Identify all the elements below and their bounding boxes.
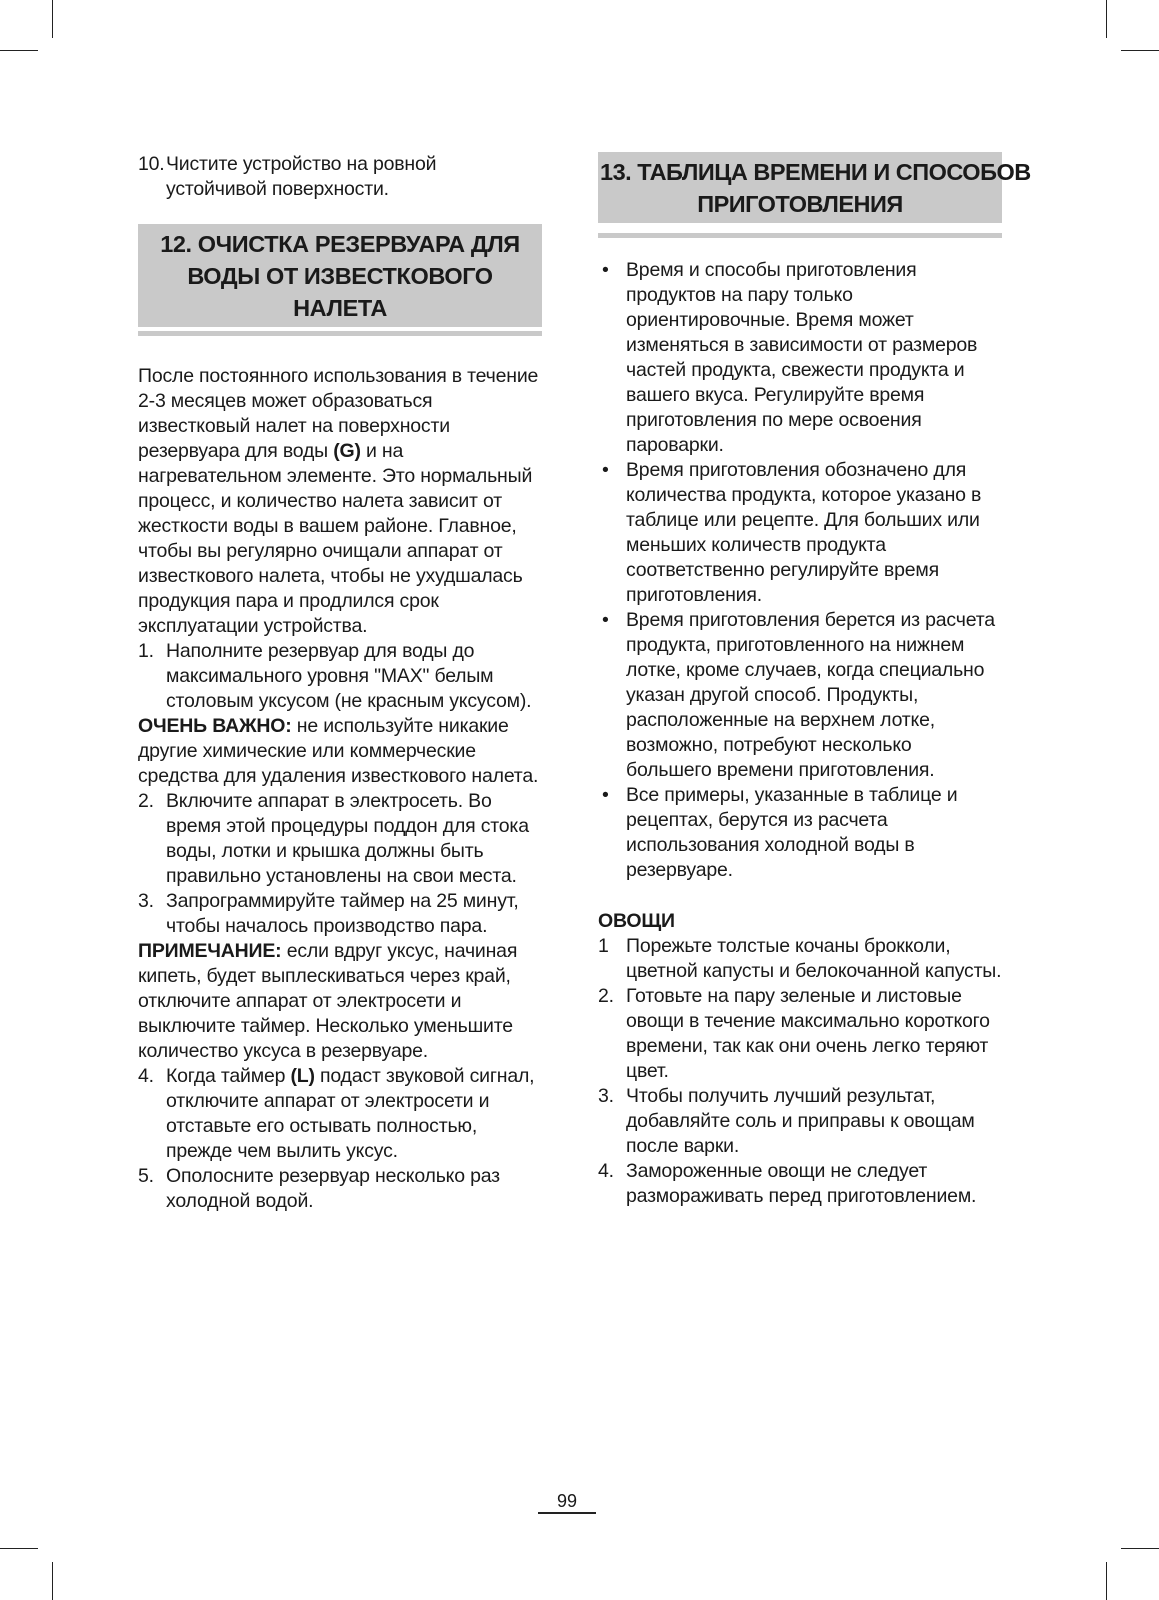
bullet-list — [598, 258, 1002, 883]
item-text: Готовьте на пару зеленые и листовые овощи в течение максимально короткого времени, так как они очень легко теряют цвет. — [626, 985, 990, 1082]
crop-mark — [52, 0, 53, 38]
important-note — [138, 714, 542, 789]
item-text: Запрограммируйте таймер на 25 минут, чтобы началось производство пара. — [166, 890, 519, 937]
item-number: 4. — [138, 1065, 154, 1087]
item-text: Время приготовления берется из расчета продукта, приготовленного на нижнем лотке, кроме случаев, когда специально указан другой способ. Продукты, расположенные на верхнем лотке, возможно, потребуют несколько большего времени приготовления. — [626, 609, 995, 781]
left-column — [138, 152, 542, 1214]
bullet-icon: • — [602, 609, 609, 631]
item-number: 2. — [138, 790, 154, 812]
item-text: Наполните резервуар для воды до максимального уровня "MAX" белым столовым уксусом (не красным уксусом). — [166, 640, 532, 712]
heading-line: ВОДЫ ОТ ИЗВЕСТКОВОГО НАЛЕТА — [187, 263, 493, 321]
item-text: подаст звуковой сигнал, отключите аппарат от электросети и отставьте его остывать полностью, прежде чем вылить уксус. — [166, 1065, 535, 1162]
item-text: Включите аппарат в электросеть. Во время этой процедуры поддон для стока воды, лотки и крышка должны быть правильно установлены на свои места. — [166, 790, 529, 887]
page-number: 99 — [538, 1490, 596, 1514]
list-item — [598, 984, 1002, 1084]
subsection-title: ОВОЩИ — [598, 910, 675, 932]
item-text: Чтобы получить лучший результат, добавляйте соль и приправы к овощам после варки. — [626, 1085, 975, 1157]
list-item — [598, 458, 1002, 608]
crop-mark — [1106, 1562, 1107, 1600]
list-item — [138, 889, 542, 939]
important-label: ОЧЕНЬ ВАЖНО: — [138, 715, 292, 737]
crop-mark — [1121, 1548, 1159, 1549]
list-item — [138, 1064, 542, 1164]
crop-mark — [0, 1548, 38, 1549]
part-label: (L) — [290, 1065, 315, 1087]
list-item — [598, 258, 1002, 458]
list-item — [138, 789, 542, 889]
item-text: Время приготовления обозначено для количества продукта, которое указано в таблице или рецепте. Для больших или меньших количеств продукта соответственно регулируйте время приготовления. — [626, 459, 982, 606]
item-text: Порежьте толстые кочаны брокколи, цветной капусты и белокочанной капусты. — [626, 935, 1002, 982]
note-label: ПРИМЕЧАНИЕ: — [138, 940, 282, 962]
list-item — [598, 783, 1002, 883]
crop-mark — [0, 50, 38, 51]
heading-line: 12. ОЧИСТКА РЕЗЕРВУАРА ДЛЯ — [160, 231, 520, 257]
item-text: Все примеры, указанные в таблице и рецептах, берутся из расчета использования холодной воды в резервуаре. — [626, 784, 958, 881]
intro-paragraph — [138, 364, 542, 639]
item-number: 2. — [598, 985, 614, 1007]
list-item — [138, 1164, 542, 1214]
intro-text: После постоянного использования в течение 2-3 месяцев может образоваться известковый налет на поверхности резервуара для воды — [138, 365, 539, 462]
item-text: Когда таймер — [166, 1065, 291, 1087]
crop-mark — [1106, 0, 1107, 38]
item-text: Замороженные овощи не следует размораживать перед приготовлением. — [626, 1160, 977, 1207]
important-text: не используйте никакие другие химические или коммерческие средства для удаления известкового налета. — [138, 715, 539, 787]
item-number: 10. — [138, 153, 165, 175]
item-number: 4. — [598, 1160, 614, 1182]
part-label: (G) — [333, 440, 361, 462]
crop-mark — [52, 1562, 53, 1600]
note-paragraph — [138, 939, 542, 1064]
heading-underline — [138, 331, 542, 336]
note-text: если вдруг уксус, начиная кипеть, будет выплескиваться через край, отключите аппарат от электросети и выключите таймер. Несколько уменьшите количество уксуса в резервуаре. — [138, 940, 518, 1062]
item-number: 1. — [138, 640, 154, 662]
list-item — [598, 1159, 1002, 1209]
section-heading-12 — [138, 224, 542, 327]
item-number: 1 — [598, 935, 609, 957]
crop-mark — [1121, 50, 1159, 51]
intro-text: и на нагревательном элементе. Это нормальный процесс, и количество налета зависит от жесткости воды в вашем районе. Главное, чтобы вы регулярно очищали аппарат от известкового налета, чтобы не ухудшалась продукция пара и продлился срок эксплуатации устройства. — [138, 440, 533, 637]
heading-line: 13. ТАБЛИЦА ВРЕМЕНИ И СПОСОБОВ — [600, 159, 1031, 185]
section-heading-13 — [598, 152, 1031, 223]
right-column — [598, 152, 1031, 1209]
item-text: Ополосните резервуар несколько раз холодной водой. — [166, 1165, 500, 1212]
bullet-icon: • — [602, 784, 609, 806]
item-number: 3. — [598, 1085, 614, 1107]
item-text: Время и способы приготовления продуктов на пару только ориентировочные. Время может изменяться в зависимости от размеров частей продукта, свежести продукта и вашего вкуса. Регулируйте время приготовления по мере освоения пароварки. — [626, 259, 978, 456]
list-item — [598, 1084, 1002, 1159]
item-number: 3. — [138, 890, 154, 912]
list-item — [598, 934, 1002, 984]
list-item — [138, 639, 542, 714]
bullet-icon: • — [602, 459, 609, 481]
list-item — [138, 152, 542, 202]
heading-underline — [598, 233, 1002, 238]
heading-line: ПРИГОТОВЛЕНИЯ — [697, 191, 903, 217]
list-item — [598, 608, 1002, 783]
item-text: Чистите устройство на ровной устойчивой поверхности. — [166, 153, 437, 200]
item-number: 5. — [138, 1165, 154, 1187]
bullet-icon: • — [602, 259, 609, 281]
